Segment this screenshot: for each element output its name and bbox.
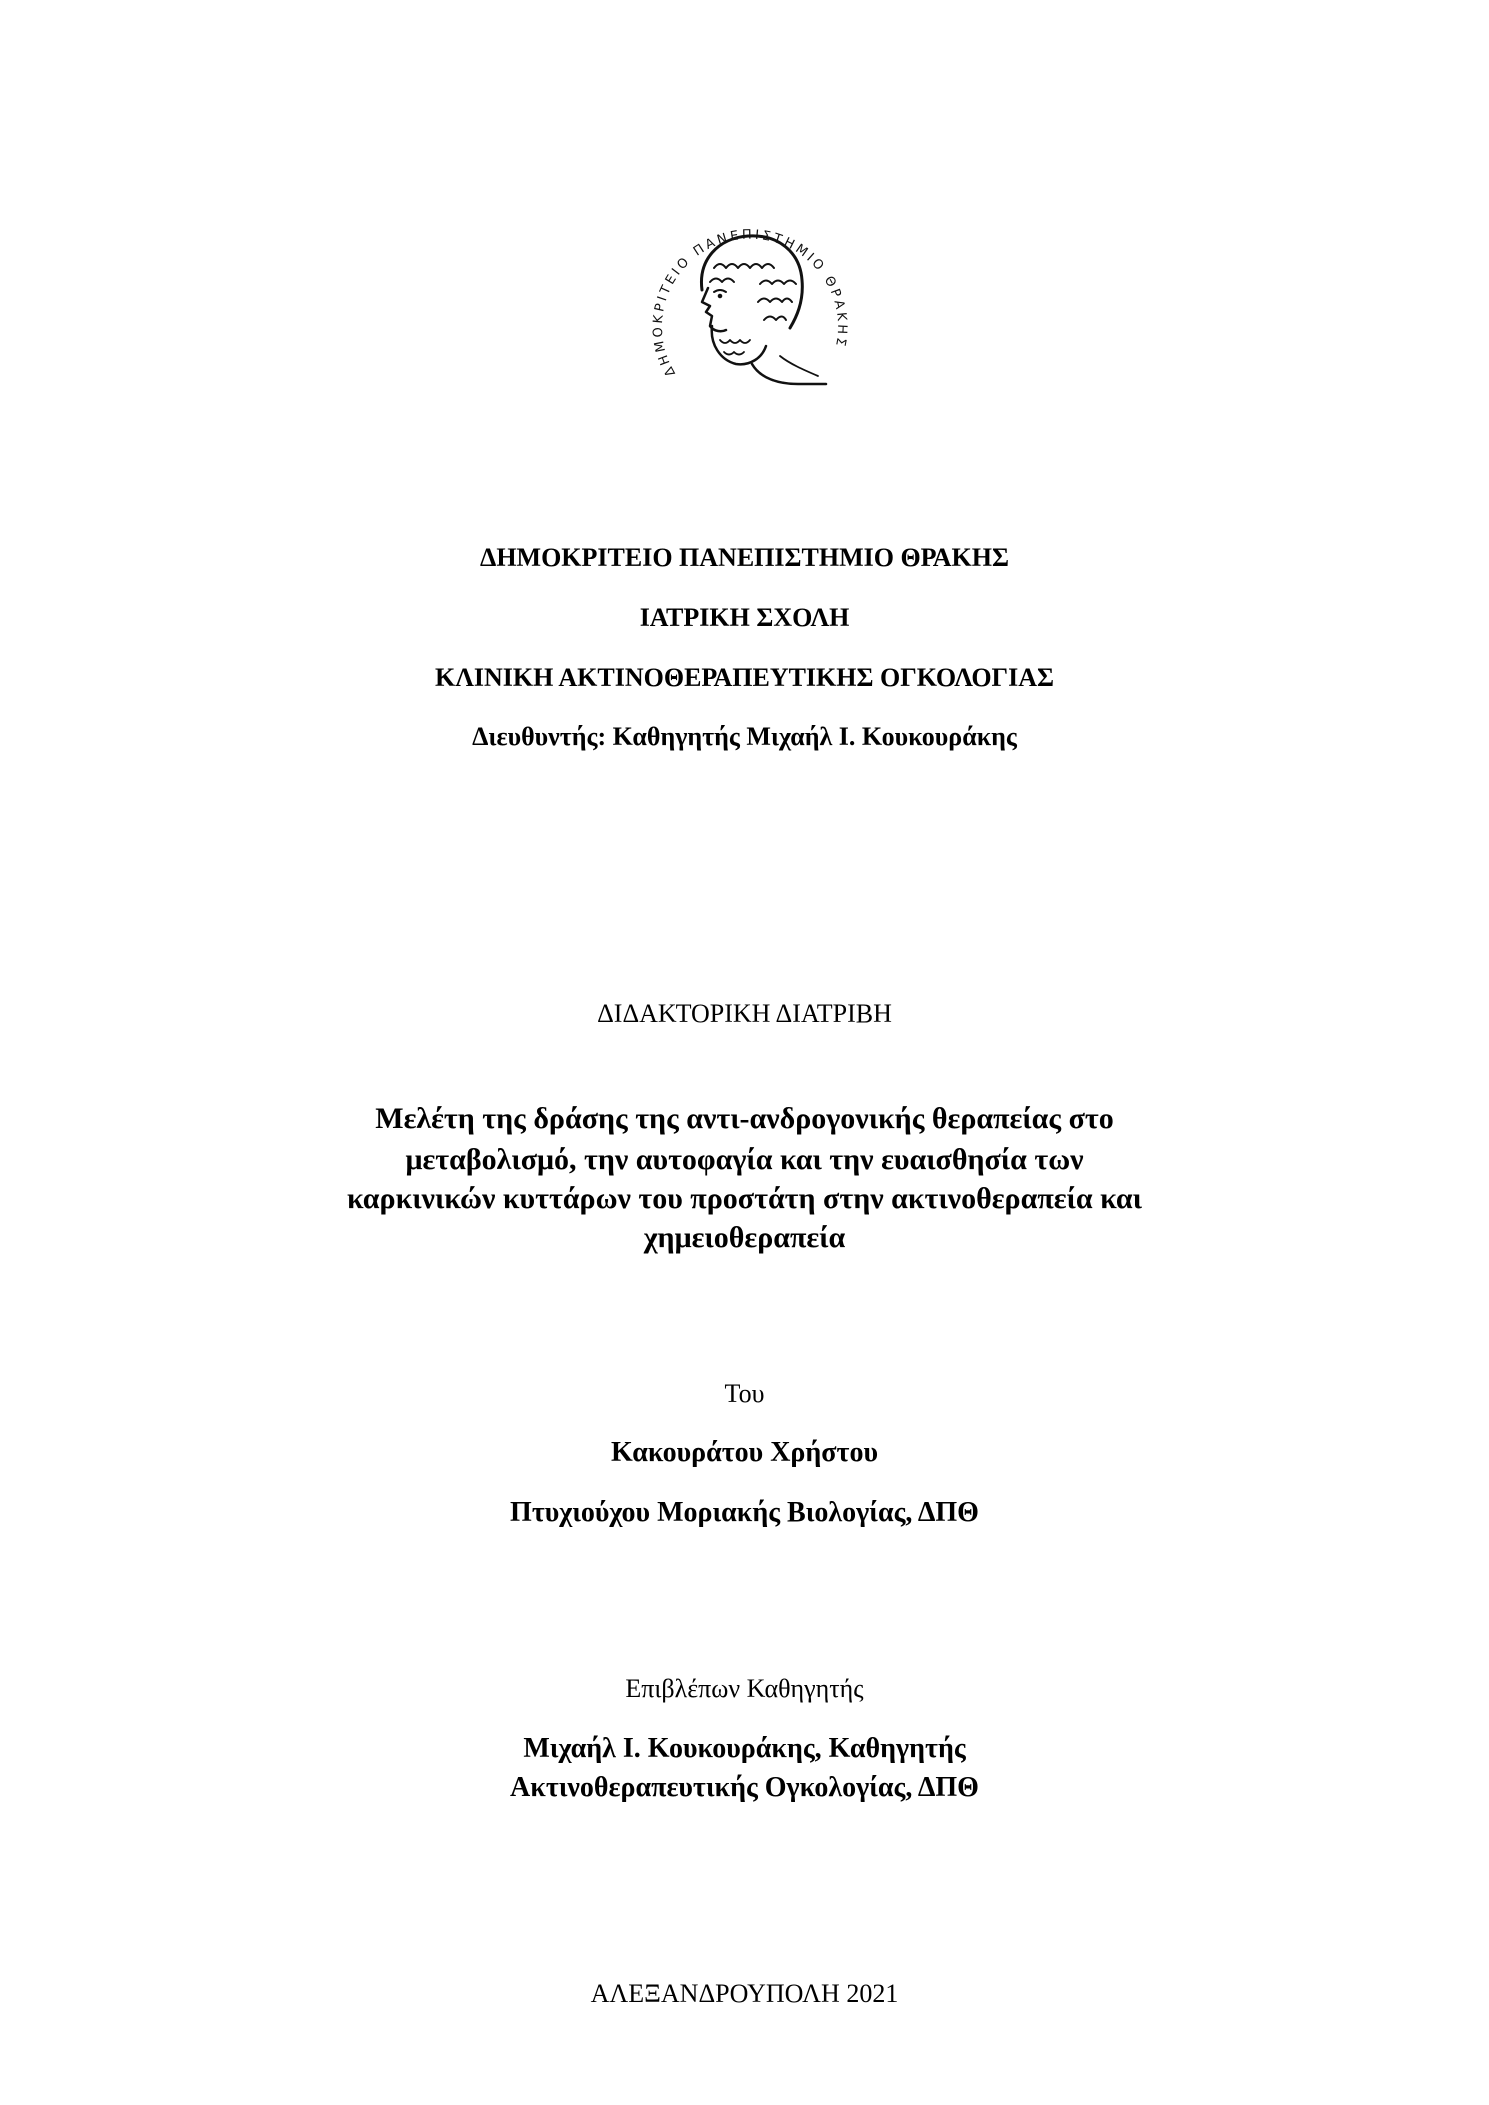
thesis-title-line: καρκινικών κυττάρων του προστάτη στην ακτινοθεραπεία και — [347, 1182, 1142, 1215]
document-type: ΔΙΔΑΚΤΟΡΙΚΗ ΔΙΑΤΡΙΒΗ — [597, 999, 892, 1028]
thesis-title-line: χημειοθεραπεία — [643, 1221, 846, 1254]
clinic-name: ΚΛΙΝΙΚΗ ΑΚΤΙΝΟΘΕΡΑΠΕΥΤΙΚΗΣ ΟΓΚΟΛΟΓΙΑΣ — [435, 663, 1054, 692]
supervisor-label: Επιβλέπων Καθηγητής — [625, 1674, 864, 1703]
place-year: ΑΛΕΞΑΝΔΡΟΥΠΟΛΗ 2021 — [590, 1979, 899, 2008]
svg-text:ΔΗΜΟΚΡΙΤΕΙΟ ΠΑΝΕΠΙΣΤΗΜΙΟ ΘΡΑΚΗ — [651, 228, 849, 379]
supervisor-name-line: Μιχαήλ Ι. Κουκουράκης, Καθηγητής — [523, 1733, 966, 1764]
seal-text: ΔΗΜΟΚΡΙΤΕΙΟ ΠΑΝΕΠΙΣΤΗΜΙΟ ΘΡΑΚΗΣ — [650, 227, 850, 379]
university-seal-logo — [640, 180, 860, 412]
author-degree: Πτυχιούχου Μοριακής Βιολογίας, ΔΠΘ — [510, 1497, 979, 1528]
thesis-title-line: Μελέτη της δράσης της αντι-ανδρογονικής θεραπείας στο — [375, 1102, 1114, 1135]
school-name: ΙΑΤΡΙΚΗ ΣΧΟΛΗ — [639, 603, 850, 632]
supervisor-affiliation-line: Ακτινοθεραπευτικής Ογκολογίας, ΔΠΘ — [510, 1772, 979, 1803]
author-name: Κακουράτου Χρήστου — [611, 1437, 878, 1468]
thesis-title-line: μεταβολισμό, την αυτοφαγία και την ευαισθησία των — [405, 1143, 1084, 1176]
author-by-label: Του — [724, 1379, 765, 1408]
director-line: Διευθυντής: Καθηγητής Μιχαήλ Ι. Κουκουράκης — [472, 722, 1017, 751]
university-name: ΔΗΜΟΚΡΙΤΕΙΟ ΠΑΝΕΠΙΣΤΗΜΙΟ ΘΡΑΚΗΣ — [480, 543, 1009, 572]
